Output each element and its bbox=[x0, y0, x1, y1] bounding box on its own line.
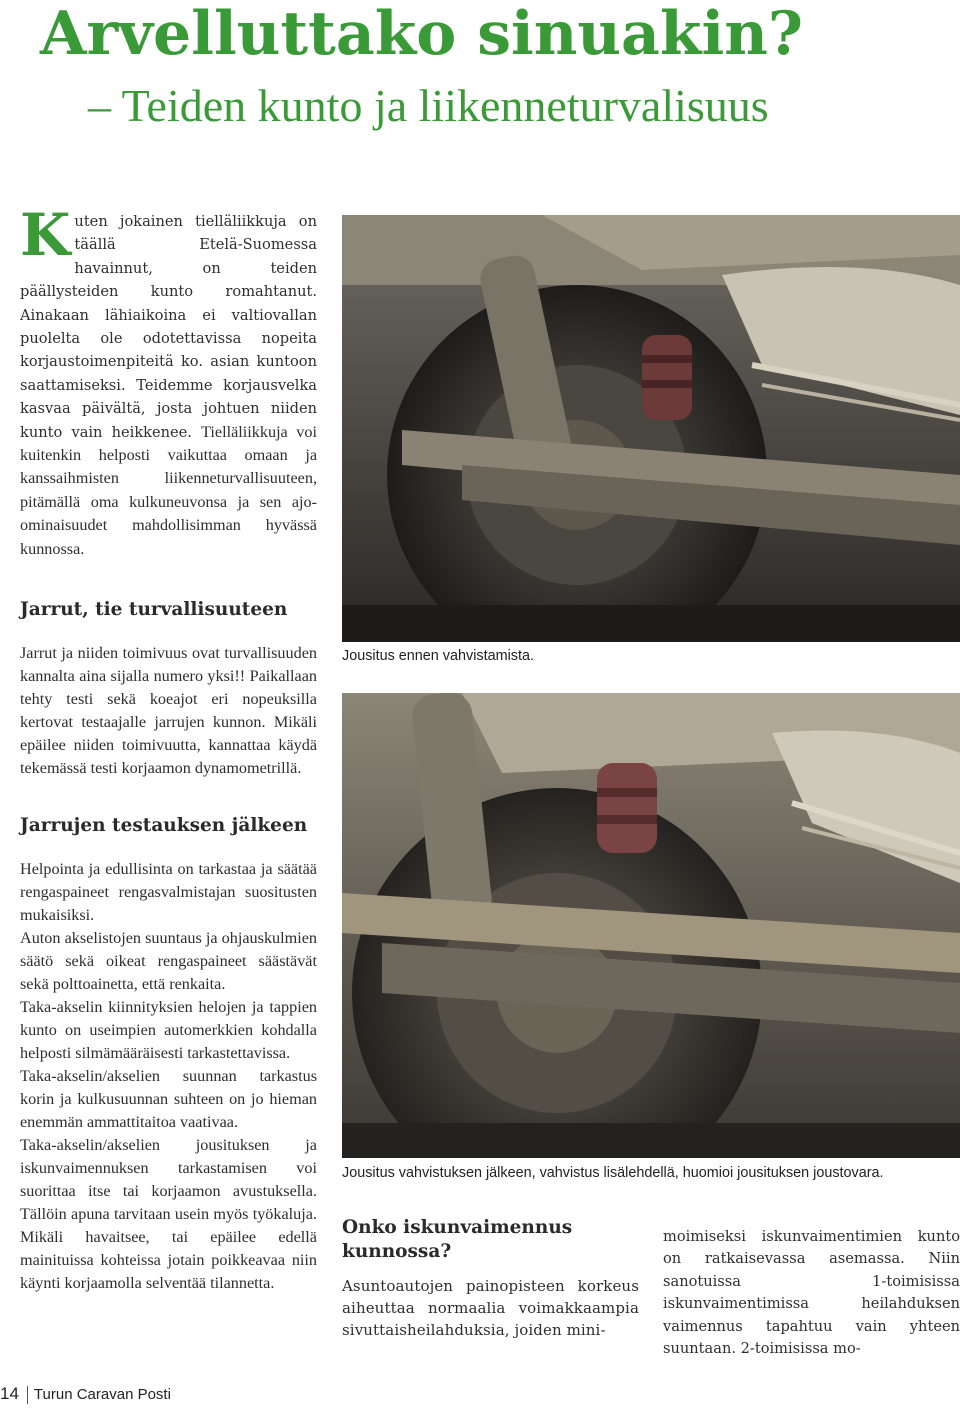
page-title: Arvelluttako sinuakin? bbox=[40, 0, 804, 69]
after-paragraph-1: Helpointa ja edullisinta on tarkastaa ja säätää rengaspaineet rengasvalmistajan suositusten mukaisiksi. bbox=[20, 860, 317, 925]
page-number: 14 bbox=[0, 1384, 19, 1403]
footer-divider bbox=[27, 1386, 28, 1404]
box-heading: Onko iskunvaimennus kunnossa? bbox=[342, 1217, 573, 1262]
box-column-right bbox=[663, 1226, 960, 1360]
drop-cap: K bbox=[20, 201, 71, 269]
section-heading-after-testing: Jarrujen testauksen jälkeen bbox=[20, 815, 308, 837]
left-column bbox=[20, 201, 317, 1295]
box-column-left bbox=[342, 1216, 639, 1341]
box-text-right: moimiseksi iskunvaimentimien kunto on ratkaisevassa asemassa. Niin sanotuissa 1-toimisissa iskunvaimentimissa heilahduksen vaimennus tapahtuu vain yhteen suuntaan. 2-toimisissa mo- bbox=[663, 1228, 960, 1358]
intro-paragraph bbox=[20, 201, 317, 561]
after-paragraph-3: Taka-akselin kiinnityksien helojen ja tappien kunto on useimpien automerkkien kohdalla helposti silmämääräisesti tarkastettavissa. bbox=[20, 998, 317, 1063]
box-text-left: Asuntoautojen painopisteen korkeus aiheuttaa normaalia voimakkaampia sivuttaisheilahduksia, joiden mini- bbox=[342, 1277, 639, 1339]
photo-caption-after: Jousitus vahvistuksen jälkeen, vahvistus lisälehdellä, huomioi jousituksen joustovara. bbox=[342, 1165, 884, 1181]
suspension-photo-after bbox=[342, 693, 960, 1158]
after-paragraph-2: Auton akselistojen suuntaus ja ohjauskulmien säätö sekä oikeat rengaspaineet säästävät sekä polttoainetta, että renkaita. bbox=[20, 929, 317, 994]
intro-text-1: uten jokainen tielläliikkuja on täällä Etelä-Suomessa havainnut, on teiden päällysteiden kunto romahtanut. Ainakaan lähiaikoina ei valtiovallan puolelta ole odotettavissa nopeita korjaustoimenpiteitä ko. asian kuntoon saattamiseksi. Teidemme korjausvelka kasvaa päivältä, josta johtuen niiden kunto vain heikkenee. bbox=[20, 213, 317, 441]
suspension-photo-before bbox=[342, 215, 960, 642]
photo-caption-before: Jousitus ennen vahvistamista. bbox=[342, 648, 534, 664]
after-paragraph-5: Taka-akselin/akselien jousituksen ja iskunvaimennuksen tarkastamisen voi suorittaa itse tai korjaamon avustuksella. Tällöin apuna tarvitaan usein myös työkaluja. Mikäli havaitsee, tai epäilee edellä mainituissa kohteissa jotain poikkeavaa niin käynti korjaamolla selventää tilannetta. bbox=[20, 1136, 317, 1293]
page-footer bbox=[0, 1384, 171, 1404]
brakes-paragraph: Jarrut ja niiden toimivuus ovat turvallisuuden kannalta aina sijalla numero yksi!! Paikallaan tehty testi sekä koeajot eri nopeuksilla kertovat testaajalle jarrujen kunnon. Mikäli epäilee niiden toimivuutta, kannattaa käydä tekemässä testi korjaamon dynamometrillä. bbox=[20, 644, 317, 778]
page-subtitle: – Teiden kunto ja liikenneturvalisuus bbox=[88, 80, 769, 131]
publication-name: Turun Caravan Posti bbox=[33, 1386, 171, 1403]
intro-text-2: Tielläliikkuja voi kuitenkin helposti vaikuttaa omaan ja kanssaihmisten liikenneturvallisuuteen, pitämällä oma kulkuneuvonsa ja sen ajo-ominaisuudet mahdollisimman hyvässä kunnossa. bbox=[20, 422, 317, 558]
section-heading-brakes: Jarrut, tie turvallisuuteen bbox=[20, 599, 288, 621]
after-paragraph-4: Taka-akselin/akselien suunnan tarkastus korin ja kulkusuunnan suhteen on jo hieman enemmän ammattitaitoa vaativaa. bbox=[20, 1067, 317, 1132]
